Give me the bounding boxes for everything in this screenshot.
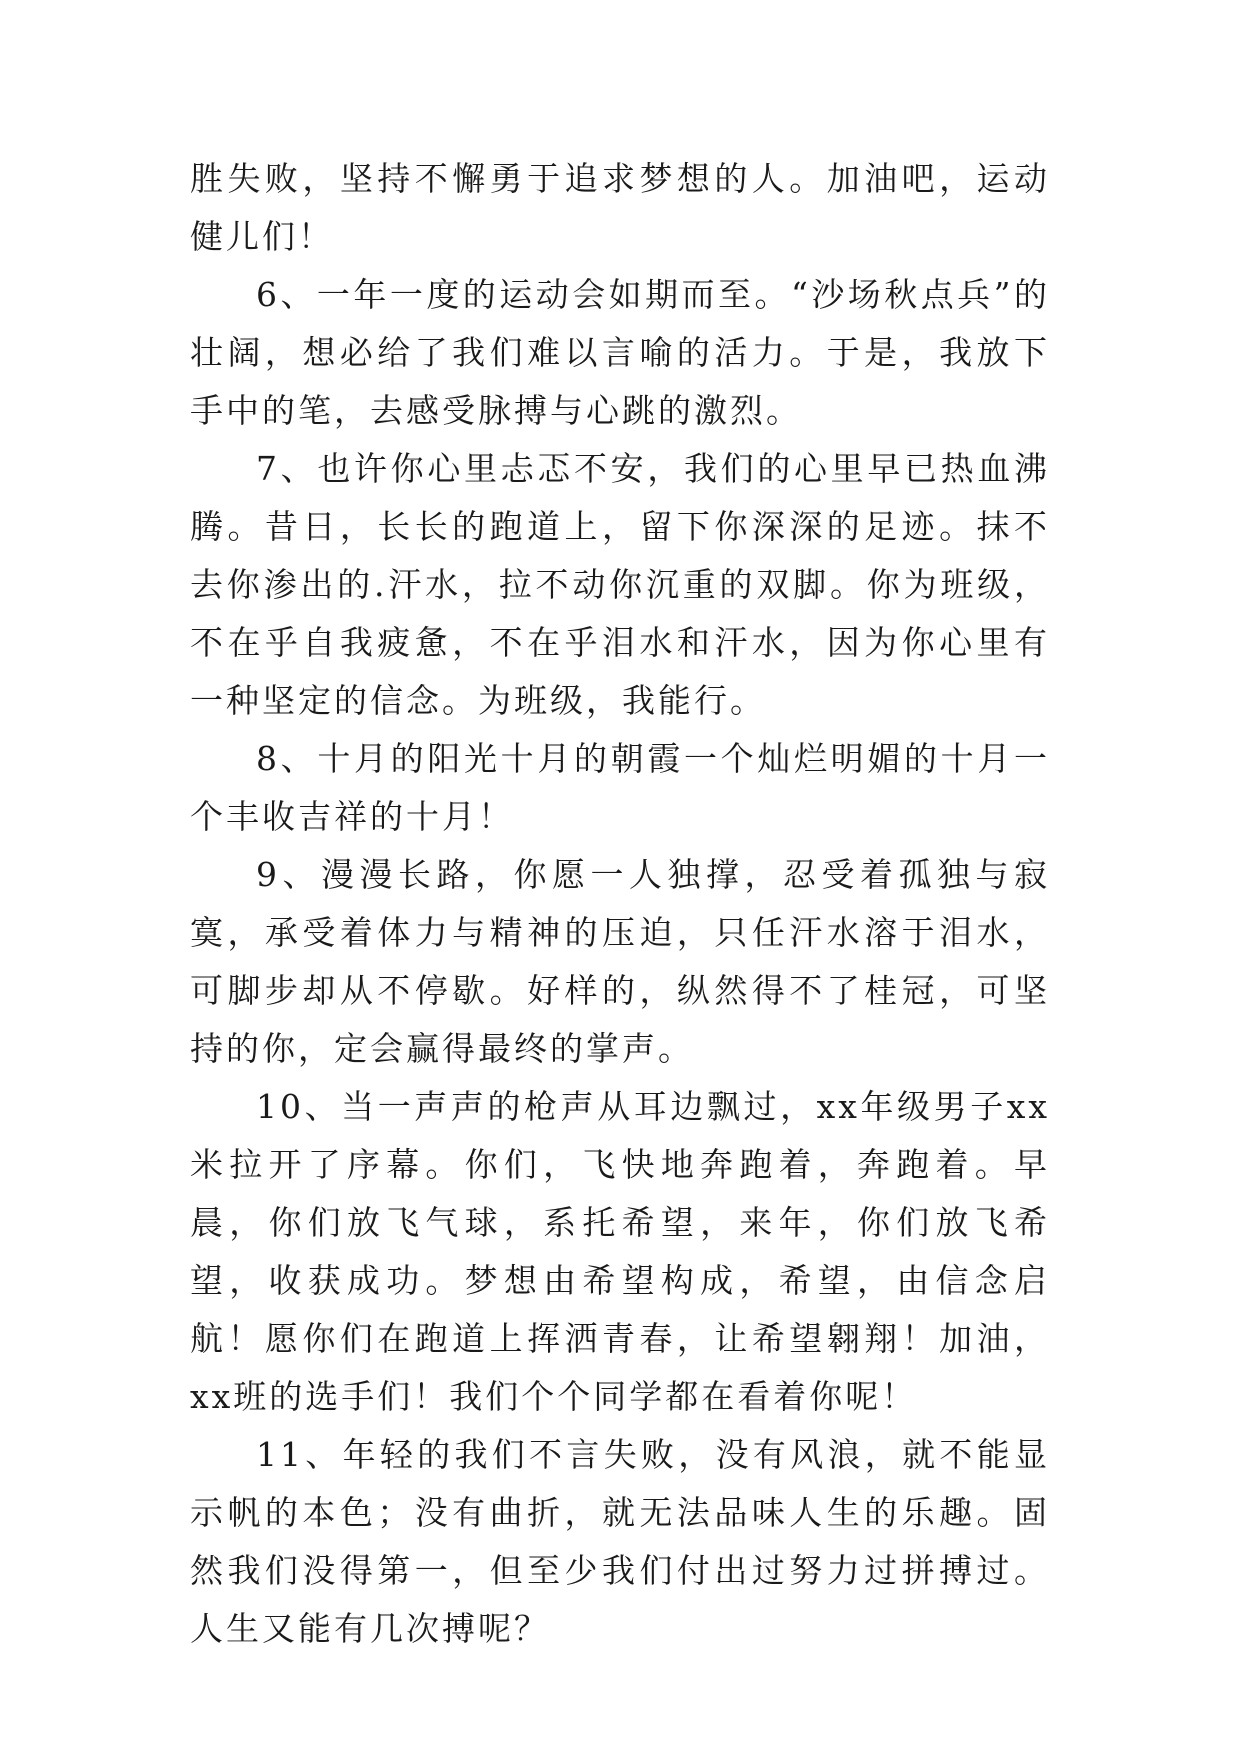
document-body [190, 150, 1050, 1658]
paragraph-continuation: 胜失败，坚持不懈勇于追求梦想的人。加油吧，运动健儿们！ [190, 159, 1050, 256]
paragraph-8: 8、十月的阳光十月的朝霞一个灿烂明媚的十月一个丰收吉祥的十月！ [190, 739, 1050, 836]
paragraph-6: 6、一年一度的运动会如期而至。“沙场秋点兵”的壮阔，想必给了我们难以言喻的活力。于是，我放下手中的笔，去感受脉搏与心跳的激烈。 [190, 275, 1050, 430]
paragraph-7: 7、也许你心里忐忑不安，我们的心里早已热血沸腾。昔日，长长的跑道上，留下你深深的足迹。抹不去你渗出的.汗水，拉不动你沉重的双脚。你为班级，不在乎自我疲惫，不在乎泪水和汗水，因为你心里有一种坚定的信念。为班级，我能行。 [190, 449, 1050, 720]
paragraph-11: 11、年轻的我们不言失败，没有风浪，就不能显示帆的本色；没有曲折，就无法品味人生的乐趣。固然我们没得第一，但至少我们付出过努力过拼搏过。人生又能有几次搏呢？ [190, 1435, 1050, 1648]
paragraph-10: 10、当一声声的枪声从耳边飘过，xx年级男子xx米拉开了序幕。你们，飞快地奔跑着，奔跑着。早晨，你们放飞气球，系托希望，来年，你们放飞希望，收获成功。梦想由希望构成，希望，由信念启航！愿你们在跑道上挥洒青春，让希望翱翔！加油，xx班的选手们！我们个个同学都在看着你呢！ [190, 1087, 1050, 1416]
paragraph-9: 9、漫漫长路，你愿一人独撑，忍受着孤独与寂寞，承受着体力与精神的压迫，只任汗水溶于泪水，可脚步却从不停歇。好样的，纵然得不了桂冠，可坚持的你，定会赢得最终的掌声。 [190, 855, 1050, 1068]
